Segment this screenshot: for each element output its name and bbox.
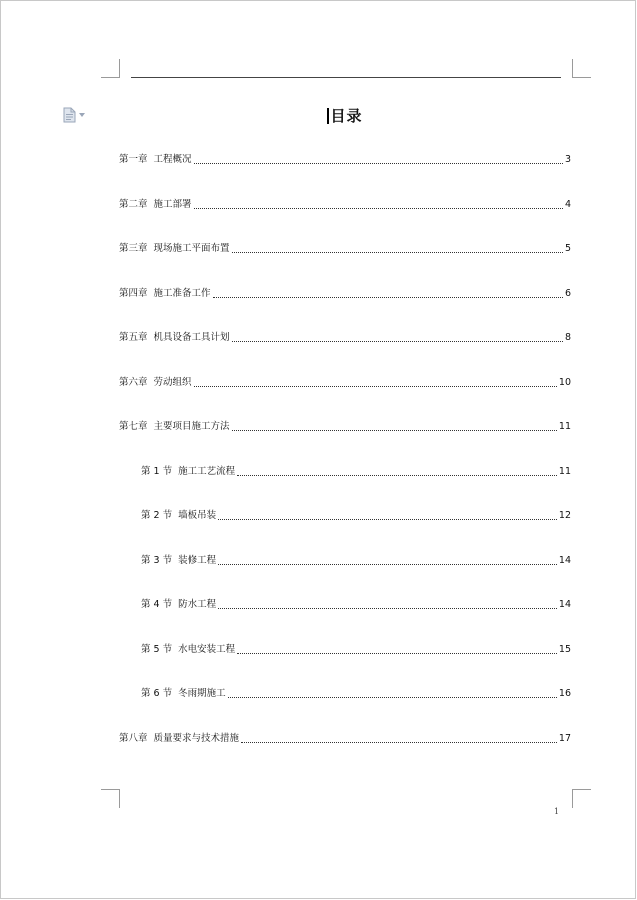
toc-dot-leader — [232, 252, 563, 253]
toc-dot-leader — [241, 742, 557, 743]
toc-entry-label: 第四章 施工准备工作 — [119, 288, 211, 299]
toc-dot-leader — [218, 519, 557, 520]
toc-dot-leader — [237, 475, 557, 476]
toc-entry-page: 10 — [558, 377, 571, 388]
toc-entry[interactable] — [119, 199, 571, 211]
toc-entry-page: 5 — [564, 243, 571, 254]
toc-dot-leader — [194, 208, 563, 209]
toc-entry-label: 第 1 节 施工工艺流程 — [141, 466, 236, 477]
toc-entry-label: 第二章 施工部署 — [119, 199, 192, 210]
toc-entry-label: 第 2 节 墙板吊装 — [141, 510, 217, 521]
page-number: 1 — [554, 807, 560, 816]
toc-dot-leader — [194, 163, 563, 164]
toc-entry[interactable] — [119, 332, 571, 344]
toc-entry[interactable] — [119, 288, 571, 300]
toc-title-text: 目录 — [330, 107, 363, 125]
toc-entry[interactable] — [119, 421, 571, 433]
toc-entry[interactable] — [119, 154, 571, 166]
toc-dot-leader — [237, 653, 557, 654]
toc-entry-label: 第三章 现场施工平面布置 — [119, 243, 230, 254]
toc-dot-leader — [232, 430, 557, 431]
toc-entry[interactable] — [141, 555, 571, 567]
toc-dot-leader — [213, 297, 563, 298]
toc-list — [1, 1, 637, 900]
toc-entry[interactable] — [141, 688, 571, 700]
toc-dot-leader — [232, 341, 563, 342]
toc-entry-page: 4 — [564, 199, 571, 210]
toc-entry-page: 15 — [558, 644, 571, 655]
toc-dot-leader — [218, 564, 557, 565]
toc-entry[interactable] — [141, 644, 571, 656]
toc-entry-page: 11 — [558, 421, 571, 432]
toc-entry-label: 第六章 劳动组织 — [119, 377, 192, 388]
toc-entry[interactable] — [119, 377, 571, 389]
toc-entry-label: 第五章 机具设备工具计划 — [119, 332, 230, 343]
toc-entry[interactable] — [119, 733, 571, 745]
toc-entry-page: 16 — [558, 688, 571, 699]
toc-entry-page: 3 — [564, 154, 571, 165]
toc-entry-label: 第七章 主要项目施工方法 — [119, 421, 230, 432]
toc-entry-label: 第 5 节 水电安装工程 — [141, 644, 236, 655]
toc-entry-page: 6 — [564, 288, 571, 299]
toc-dot-leader — [218, 608, 557, 609]
toc-entry-label: 第 3 节 装修工程 — [141, 555, 217, 566]
toc-entry[interactable] — [141, 599, 571, 611]
toc-entry-page: 14 — [558, 599, 571, 610]
toc-dot-leader — [194, 386, 557, 387]
toc-entry[interactable] — [119, 243, 571, 255]
toc-entry-page: 8 — [564, 332, 571, 343]
toc-entry-label: 第一章 工程概况 — [119, 154, 192, 165]
toc-entry-page: 12 — [558, 510, 571, 521]
toc-entry-page: 11 — [558, 466, 571, 477]
toc-entry-page: 17 — [558, 733, 571, 744]
toc-entry-page: 14 — [558, 555, 571, 566]
toc-entry-label: 第 6 节 冬雨期施工 — [141, 688, 226, 699]
toc-entry-label: 第八章 质量要求与技术措施 — [119, 733, 240, 744]
toc-entry[interactable] — [141, 510, 571, 522]
toc-entry-label: 第 4 节 防水工程 — [141, 599, 217, 610]
toc-entry[interactable] — [141, 466, 571, 478]
toc-dot-leader — [228, 697, 557, 698]
